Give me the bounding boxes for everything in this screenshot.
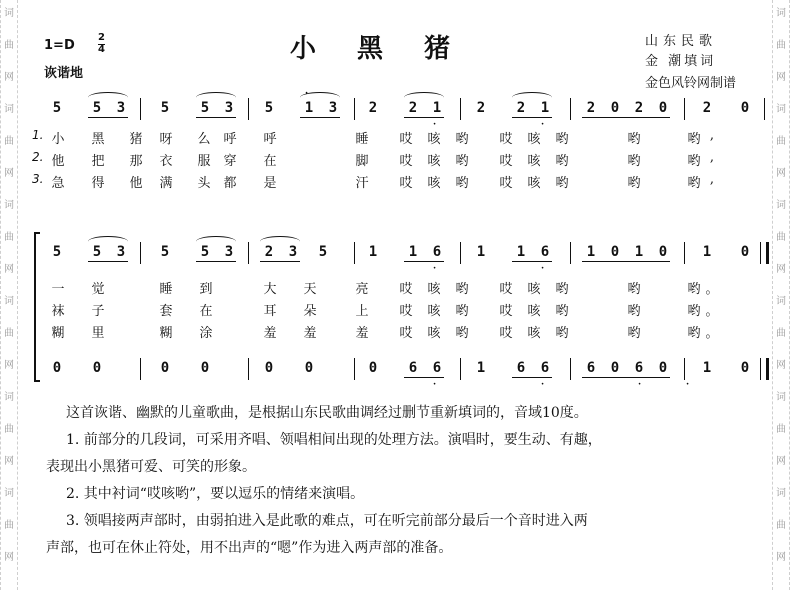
watermark-char: 词 [4, 488, 14, 499]
watermark-char: 词 [4, 200, 14, 211]
lyric-syllable: 在 [263, 154, 277, 169]
jianpu-note: 0 [200, 360, 210, 376]
octave-dot: · [541, 120, 545, 130]
jianpu-note: 0 [368, 360, 378, 376]
jianpu-note: 2 [586, 100, 596, 116]
barline [460, 98, 461, 120]
beam-underline [300, 117, 340, 118]
lyric-syllable: 哎 [499, 154, 513, 169]
lyric-syllable: 上 [355, 304, 369, 319]
slur-mark [196, 236, 236, 247]
barline [248, 242, 249, 264]
lyric-syllable: 咳 [527, 154, 541, 169]
watermark-char: 网 [4, 456, 14, 467]
verse-number: 1. [32, 128, 44, 142]
lyric-syllable: 哟 [687, 326, 701, 341]
beam-underline [582, 117, 670, 118]
lyric-syllable: 哟 [455, 154, 469, 169]
watermark-char: 曲 [776, 40, 786, 51]
jianpu-note: 2 [368, 100, 378, 116]
watermark-char: 曲 [4, 232, 14, 243]
jianpu-note: 3 [224, 244, 234, 260]
lyric-line-2-verse-2 [36, 300, 766, 318]
notes-line-1: 这首诙谐、幽默的儿童歌曲，是根据山东民歌曲调经过删节重新填词的，音域10度。 [66, 405, 588, 421]
slur-mark [88, 92, 128, 103]
lyric-syllable: 哟 [687, 154, 701, 169]
lyric-syllable: 么 [197, 132, 211, 147]
jianpu-note: 6 [634, 360, 644, 376]
lyric-punct: , [709, 150, 715, 165]
lyric-syllable: 哟 [555, 304, 569, 319]
beam-underline [512, 117, 552, 118]
jianpu-note: 5 [264, 100, 274, 116]
jianpu-note: 6 [516, 360, 526, 376]
jianpu-note: 5 [92, 244, 102, 260]
watermark-char: 词 [776, 296, 786, 307]
jianpu-note: 6 [432, 244, 442, 260]
lyric-syllable: 都 [223, 176, 237, 191]
octave-dot: · [433, 264, 437, 274]
lyric-syllable: 哟 [455, 282, 469, 297]
lyric-syllable: 哟 [627, 154, 641, 169]
key-signature: 1=D [44, 38, 75, 53]
lyric-syllable: 把 [91, 154, 105, 169]
octave-dot: · [541, 264, 545, 274]
jianpu-note: 1 [476, 360, 486, 376]
watermark-char: 网 [776, 360, 786, 371]
lyric-syllable: 咳 [527, 282, 541, 297]
octave-dot: · [433, 120, 437, 130]
verse-number: 2. [32, 150, 44, 164]
lyric-syllable: 哎 [399, 176, 413, 191]
lyric-syllable: 哎 [499, 326, 513, 341]
lyric-syllable: 哟 [555, 132, 569, 147]
barline [684, 242, 685, 264]
lyric-syllable: 睡 [159, 282, 173, 297]
watermark-char: 词 [776, 200, 786, 211]
lyric-syllable: 咳 [427, 326, 441, 341]
slur-mark [404, 92, 444, 103]
notes-line-2: 1. 前部分的几段词，可采用齐唱、领唱相间出现的处理方法。演唱时，要生动、有趣， [66, 432, 602, 448]
octave-dot: · [433, 380, 437, 390]
lyric-syllable: 头 [197, 176, 211, 191]
time-signature [98, 33, 105, 55]
lyric-syllable: 服 [197, 154, 211, 169]
lyric-syllable: 哟 [555, 326, 569, 341]
lyric-syllable: 耳 [263, 304, 277, 319]
lyric-syllable: 咳 [427, 154, 441, 169]
watermark-char: 网 [776, 72, 786, 83]
barline [570, 242, 571, 264]
jianpu-note: 1 [586, 244, 596, 260]
lyric-syllable: 呀 [159, 132, 173, 147]
credit-transcriber: 金色风铃网制谱 [645, 76, 737, 91]
lyric-syllable: 羞 [263, 326, 277, 341]
barline [140, 242, 141, 264]
barline [460, 242, 461, 264]
jianpu-note: 1 [702, 360, 712, 376]
lyric-syllable: 亮 [355, 282, 369, 297]
barline [140, 358, 141, 380]
lyric-syllable: 哟 [555, 154, 569, 169]
lyric-syllable: 哟 [455, 176, 469, 191]
watermark-char: 网 [4, 72, 14, 83]
barline [354, 242, 355, 264]
watermark-char: 词 [4, 296, 14, 307]
beam-underline [404, 261, 444, 262]
watermark-char: 网 [4, 360, 14, 371]
watermark-char: 词 [4, 8, 14, 19]
lyric-syllable: 哎 [399, 132, 413, 147]
watermark-char: 词 [776, 104, 786, 115]
lyric-syllable: 哟 [687, 132, 701, 147]
lyric-syllable: 哟 [687, 282, 701, 297]
final-barline [766, 242, 769, 264]
jianpu-note: 3 [116, 100, 126, 116]
lyric-syllable: 咳 [527, 304, 541, 319]
barline [570, 98, 571, 120]
watermark-char: 词 [4, 392, 14, 403]
lyric-syllable: 哎 [399, 282, 413, 297]
beam-underline [582, 377, 670, 378]
jianpu-note: 0 [160, 360, 170, 376]
barline [354, 358, 355, 380]
lyric-syllable: 子 [91, 304, 105, 319]
jianpu-note: 2 [634, 100, 644, 116]
jianpu-note: 0 [740, 244, 750, 260]
lyric-syllable: 糊 [159, 326, 173, 341]
watermark-char: 网 [4, 552, 14, 563]
jianpu-note: 0 [658, 360, 668, 376]
watermark-char: 网 [4, 264, 14, 275]
lyric-syllable: 他 [129, 176, 143, 191]
jianpu-note: 2 [264, 244, 274, 260]
watermark-char: 网 [776, 168, 786, 179]
barline [248, 358, 249, 380]
lyric-syllable: 满 [159, 176, 173, 191]
jianpu-note: 5 [160, 100, 170, 116]
jianpu-note: 1 [408, 244, 418, 260]
watermark-char: 词 [776, 488, 786, 499]
lyric-punct: 。 [705, 282, 719, 297]
lyric-syllable: 哟 [455, 304, 469, 319]
slur-mark [88, 236, 128, 247]
octave-dot: · [638, 380, 642, 390]
jianpu-note: 2 [476, 100, 486, 116]
lyric-punct: , [709, 128, 715, 143]
lyric-syllable: 哎 [399, 304, 413, 319]
beam-underline [404, 377, 444, 378]
notation-row-system-2 [36, 244, 766, 274]
lyric-syllable: 咳 [527, 326, 541, 341]
lyric-syllable: 咳 [427, 176, 441, 191]
time-sig-top: 2 [98, 32, 105, 43]
beam-underline [512, 377, 552, 378]
watermark-char: 曲 [4, 328, 14, 339]
notation-row-harmony [36, 360, 766, 390]
barline [764, 98, 765, 120]
lyric-syllable: 汗 [355, 176, 369, 191]
barline [684, 98, 685, 120]
watermark-char: 曲 [776, 232, 786, 243]
lyric-syllable: 哟 [627, 132, 641, 147]
lyric-syllable: 袜 [51, 304, 65, 319]
lyric-syllable: 天 [303, 282, 317, 297]
lyric-syllable: 哟 [627, 326, 641, 341]
lyric-syllable: 觉 [91, 282, 105, 297]
verse-number: 3. [32, 172, 44, 186]
jianpu-note: 0 [610, 360, 620, 376]
tempo-marking: 诙谐地 [44, 66, 84, 81]
jianpu-note: 0 [658, 100, 668, 116]
lyric-syllable: 大 [263, 282, 277, 297]
lyric-punct: 。 [705, 304, 719, 319]
lyric-syllable: 那 [129, 154, 143, 169]
credit-lyricist: 金 潮填词 [645, 54, 717, 69]
watermark-char: 曲 [4, 520, 14, 531]
beam-underline [88, 261, 128, 262]
credit-origin: 山东民歌 [645, 34, 718, 49]
lyric-syllable: 咳 [427, 132, 441, 147]
jianpu-note: 0 [610, 244, 620, 260]
jianpu-note: 5 [160, 244, 170, 260]
lyric-syllable: 羞 [303, 326, 317, 341]
jianpu-note: 6 [408, 360, 418, 376]
lyric-syllable: 睡 [355, 132, 369, 147]
lyric-syllable: 糊 [51, 326, 65, 341]
jianpu-note: 2 [516, 100, 526, 116]
lyric-syllable: 一 [51, 282, 65, 297]
watermark-char: 曲 [776, 424, 786, 435]
lyric-syllable: 哟 [455, 326, 469, 341]
octave-dot: · [305, 89, 309, 99]
jianpu-note: 1 [516, 244, 526, 260]
lyric-syllable: 哎 [399, 154, 413, 169]
watermark-char: 曲 [4, 424, 14, 435]
lyric-syllable: 急 [51, 176, 65, 191]
jianpu-note: 1 [368, 244, 378, 260]
lyric-syllable: 里 [91, 326, 105, 341]
slur-mark [260, 236, 300, 247]
lyric-line-verse-3 [32, 172, 766, 191]
watermark-char: 曲 [4, 136, 14, 147]
lyric-syllable: 哟 [687, 176, 701, 191]
barline [760, 242, 761, 264]
jianpu-note: 0 [92, 360, 102, 376]
jianpu-note: 5 [52, 244, 62, 260]
beam-underline [88, 117, 128, 118]
jianpu-note: 3 [288, 244, 298, 260]
lyric-syllable: 套 [159, 304, 173, 319]
barline [460, 358, 461, 380]
watermark-char: 网 [776, 552, 786, 563]
lyric-syllable: 哟 [627, 176, 641, 191]
notes-line-4: 2. 其中衬词“哎咳哟”，要以逗乐的情绪来演唱。 [66, 486, 365, 502]
jianpu-note: 6 [540, 360, 550, 376]
notes-line-3: 表现出小黑猪可爱、可笑的形象。 [46, 459, 256, 475]
performance-notes [46, 400, 766, 562]
lyric-syllable: 咳 [427, 282, 441, 297]
lyric-syllable: 穿 [223, 154, 237, 169]
barline [140, 98, 141, 120]
lyric-syllable: 得 [91, 176, 105, 191]
lyric-syllable: 呼 [263, 132, 277, 147]
barline [354, 98, 355, 120]
beam-underline [582, 261, 670, 262]
time-sig-bottom: 4 [98, 44, 105, 55]
lyric-syllable: 哎 [499, 304, 513, 319]
slur-mark [512, 92, 552, 103]
watermark-char: 网 [776, 456, 786, 467]
watermark-char: 网 [776, 264, 786, 275]
lyric-line-verse-1 [32, 128, 766, 147]
jianpu-note: 5 [200, 100, 210, 116]
jianpu-note: 6 [586, 360, 596, 376]
jianpu-note: 0 [740, 360, 750, 376]
lyric-syllable: 是 [263, 176, 277, 191]
lyric-syllable: 黑 [91, 132, 105, 147]
jianpu-note: 3 [116, 244, 126, 260]
lyric-syllable: 哟 [627, 304, 641, 319]
lyric-line-2-verse-1 [36, 278, 766, 296]
slur-mark [300, 89, 340, 103]
lyric-syllable: 哟 [687, 304, 701, 319]
jianpu-note: 1 [304, 100, 314, 116]
jianpu-note: 1 [702, 244, 712, 260]
jianpu-note: 0 [304, 360, 314, 376]
jianpu-note: 5 [318, 244, 328, 260]
lyric-syllable: 咳 [427, 304, 441, 319]
jianpu-note: 6 [540, 244, 550, 260]
octave-dot: · [541, 380, 545, 390]
jianpu-note: 5 [52, 100, 62, 116]
lyric-syllable: 咳 [527, 176, 541, 191]
lyric-syllable: 在 [199, 304, 213, 319]
lyric-syllable: 脚 [355, 154, 369, 169]
jianpu-note: 1 [634, 244, 644, 260]
watermark-char: 曲 [776, 328, 786, 339]
beam-underline [196, 117, 236, 118]
jianpu-note: 6 [432, 360, 442, 376]
jianpu-note: 1 [432, 100, 442, 116]
jianpu-note: 0 [658, 244, 668, 260]
jianpu-note: 1 [540, 100, 550, 116]
jianpu-note: 2 [408, 100, 418, 116]
lyric-syllable: 羞 [355, 326, 369, 341]
song-title: 小 黑 猪 [290, 34, 467, 64]
beam-underline [404, 117, 444, 118]
watermark-char: 网 [4, 168, 14, 179]
jianpu-note: 1 [476, 244, 486, 260]
beam-underline [512, 261, 552, 262]
left-watermark-strip [0, 0, 18, 590]
watermark-char: 词 [4, 104, 14, 115]
lyric-syllable: 涂 [199, 326, 213, 341]
jianpu-note: 0 [740, 100, 750, 116]
lyric-punct: , [709, 172, 715, 187]
lyric-line-2-verse-3 [36, 322, 766, 340]
beam-underline [260, 261, 300, 262]
lyric-syllable: 到 [199, 282, 213, 297]
lyric-syllable: 哎 [499, 282, 513, 297]
lyric-line-verse-2 [32, 150, 766, 169]
lyric-syllable: 呼 [223, 132, 237, 147]
lyric-syllable: 他 [51, 154, 65, 169]
lyric-syllable: 哎 [399, 326, 413, 341]
jianpu-note: 0 [264, 360, 274, 376]
lyric-punct: 。 [705, 326, 719, 341]
notation-row-system-1 [36, 89, 766, 130]
watermark-char: 词 [776, 8, 786, 19]
jianpu-note: 0 [52, 360, 62, 376]
barline [248, 98, 249, 120]
notes-line-6: 声部，也可在休止符处，用不出声的“嗯”作为进入两声部的准备。 [46, 540, 453, 556]
beam-underline [196, 261, 236, 262]
barline [760, 358, 761, 380]
right-watermark-strip [772, 0, 790, 590]
lyric-syllable: 哟 [555, 176, 569, 191]
lyric-syllable: 衣 [159, 154, 173, 169]
jianpu-note: 3 [224, 100, 234, 116]
lyric-syllable: 小 [51, 132, 65, 147]
barline [570, 358, 571, 380]
notes-line-5: 3. 领唱接两声部时，由弱拍进入是此歌的难点，可在听完前部分最后一个音时进入两 [66, 513, 588, 529]
lyric-syllable: 咳 [527, 132, 541, 147]
slur-mark [196, 92, 236, 103]
barline [684, 358, 685, 380]
lyric-syllable: 朵 [303, 304, 317, 319]
lyric-syllable: 哎 [499, 176, 513, 191]
jianpu-note: 5 [200, 244, 210, 260]
watermark-char: 曲 [776, 136, 786, 147]
jianpu-note: 5 [92, 100, 102, 116]
watermark-char: 曲 [4, 40, 14, 51]
lyric-syllable: 猪 [129, 132, 143, 147]
jianpu-note: 3 [328, 100, 338, 116]
final-barline [766, 358, 769, 380]
octave-dot: · [686, 380, 690, 390]
lyric-syllable: 哟 [627, 282, 641, 297]
lyric-syllable: 哎 [499, 132, 513, 147]
lyric-syllable: 哟 [555, 282, 569, 297]
lyric-syllable: 哟 [455, 132, 469, 147]
watermark-char: 词 [776, 392, 786, 403]
jianpu-note: 2 [702, 100, 712, 116]
watermark-char: 曲 [776, 520, 786, 531]
jianpu-note: 0 [610, 100, 620, 116]
